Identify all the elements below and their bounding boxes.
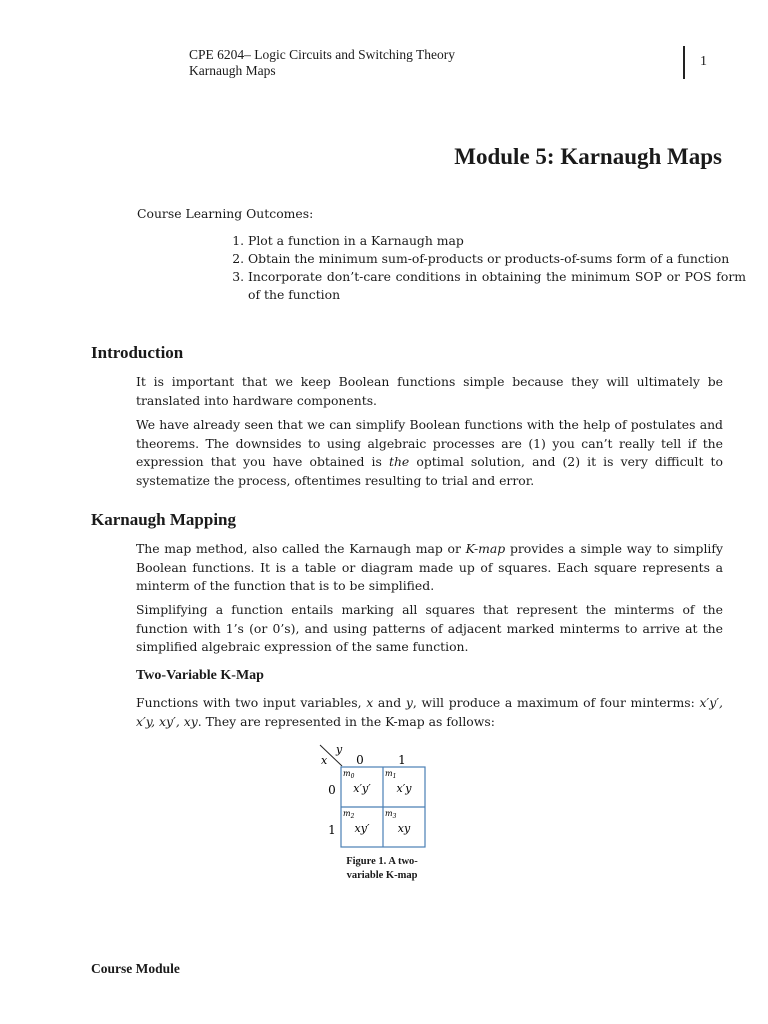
kmap-row-label: 0 — [328, 783, 336, 797]
text-run: provides a simple way to simplify Boolean functions. It is a table or diagram made up of squares. Each square represents a minterm of the function that is to be simplified. — [136, 541, 723, 593]
introduction-paragraph-1: It is important that we keep Boolean functions simple because they will ultimately be translated into hardware components. — [136, 374, 723, 408]
outcomes-list — [226, 232, 746, 304]
emphasis: the — [388, 454, 410, 469]
text-run: . They are represented in the K-map as follows: — [197, 713, 495, 729]
karnaugh-paragraph-1 — [136, 540, 723, 596]
two-variable-paragraph — [136, 694, 723, 731]
kmap-row-label: 1 — [328, 823, 336, 837]
emphasis: K-map — [465, 541, 506, 556]
kmap-row-variable: x — [321, 754, 328, 767]
caption-line: Figure 1. A two- — [346, 856, 418, 867]
karnaugh-mapping-heading: Karnaugh Mapping — [91, 510, 237, 529]
karnaugh-paragraph-2: Simplifying a function entails marking all squares that represent the minterms of the function with 1’s (or 0’s), and using patterns of adjacent marked minterms to arrive at the simplified algebraic expression of the same function. — [136, 602, 723, 654]
course-line: CPE 6204– Logic Circuits and Switching Theory — [189, 47, 455, 62]
text-run: Functions with two input variables, — [136, 695, 367, 710]
introduction-paragraph-2 — [136, 416, 723, 490]
kmap-col-label: 0 — [356, 753, 364, 767]
kmap-col-label: 1 — [398, 753, 406, 767]
page-title: Module 5: Karnaugh Maps — [454, 144, 722, 169]
kmap-cell-term: xy′ — [354, 822, 370, 835]
kmap-cell-index: $m_3$ — [385, 809, 397, 820]
page-number: 1 — [700, 54, 707, 69]
outcome-item: 1. Plot a function in a Karnaugh map — [248, 232, 746, 250]
outcomes-label: Course Learning Outcomes: — [137, 206, 314, 221]
footer-label: Course Module — [91, 961, 180, 976]
two-variable-heading: Two-Variable K-Map — [136, 668, 264, 683]
variable-y: y — [405, 695, 413, 710]
kmap-cell-index: $m_0$ — [343, 769, 355, 780]
outcome-item: 2. Obtain the minimum sum-of-products or products-of-sums form of a function — [248, 250, 746, 268]
kmap-cell-index: $m_1$ — [385, 769, 397, 780]
kmap-cell-term: x′y′ — [353, 782, 371, 795]
header-divider — [683, 46, 685, 79]
figure-caption — [320, 855, 444, 883]
kmap-col-variable: y — [336, 743, 343, 756]
text-run: and — [373, 695, 406, 710]
text-run: The map method, also called the Karnaugh map or — [136, 541, 466, 556]
topic-line: Karnaugh Maps — [189, 63, 276, 78]
kmap-cell-term: xy — [397, 822, 411, 835]
outcome-item: 3. Incorporate don’t-care conditions in obtaining the minimum SOP or POS form of the function — [248, 268, 746, 304]
minterm-list: x′y′, x′y, xy′, xy — [136, 695, 723, 729]
caption-line: variable K-map — [346, 870, 418, 881]
text-run: , will produce a maximum of four minterms: — [412, 695, 700, 710]
kmap-cell-index: $m_2$ — [343, 809, 355, 820]
text-run: We have already seen that we can simplify Boolean functions with the help of postulates and theorems. The downsides to using algebraic processes are (1) you can’t really tell if the expression that you have obtained is — [136, 417, 723, 469]
variable-x: x — [366, 695, 374, 710]
kmap-cell-term: x′y — [396, 782, 412, 795]
introduction-heading: Introduction — [91, 343, 184, 362]
text-run: optimal solution, and (2) it is very difficult to systematize the process, oftentimes resulting to trial and error. — [136, 454, 723, 488]
running-header — [189, 47, 455, 79]
